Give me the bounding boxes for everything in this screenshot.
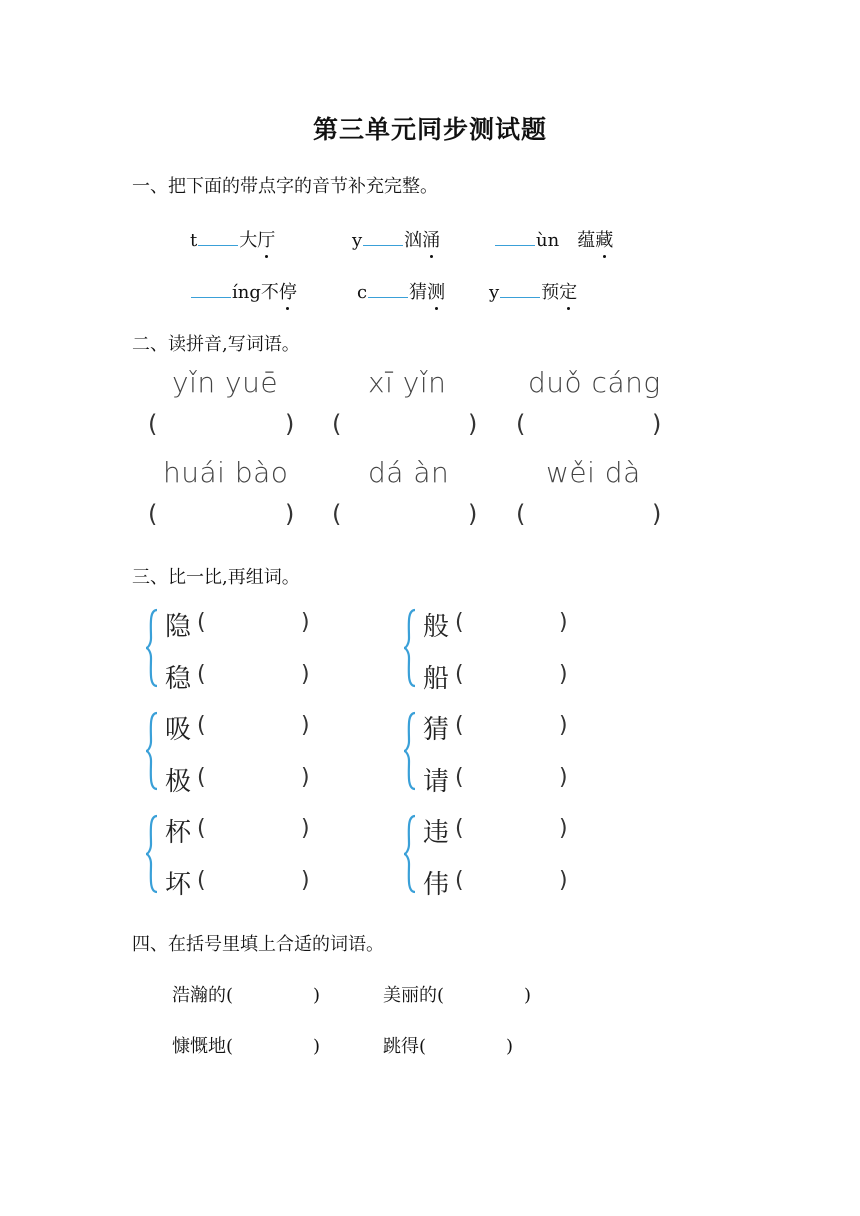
emphasis-dot-char: 停 bbox=[279, 278, 297, 304]
answer-paren-close: ) bbox=[468, 410, 478, 438]
fill-item-label: 跳得( bbox=[383, 1036, 427, 1057]
pinyin-1: yǐn yuē bbox=[172, 366, 279, 399]
answer-paren-open: ( bbox=[455, 816, 464, 841]
answer-paren-close: ) bbox=[559, 662, 568, 687]
fill-item-2[interactable] bbox=[383, 981, 531, 1007]
fill-item-3[interactable] bbox=[172, 1032, 320, 1058]
answer-paren-close: ) bbox=[301, 713, 310, 738]
q1-item-1-prefix: t bbox=[190, 230, 198, 251]
answer-paren-open: ( bbox=[332, 410, 342, 438]
char-pair bbox=[403, 705, 603, 797]
pinyin-5: dá àn bbox=[368, 456, 450, 489]
answer-paren-close: ) bbox=[301, 816, 310, 841]
answer-paren-close: ) bbox=[468, 500, 478, 528]
answer-paren-open: ( bbox=[455, 662, 464, 687]
emphasis-dot-char: 定 bbox=[559, 278, 577, 304]
q1-item-4-suffix: íng bbox=[232, 282, 261, 303]
answer-paren-close: ) bbox=[652, 500, 662, 528]
answer-paren-close: ) bbox=[285, 410, 295, 438]
q1-item-4-word: 不停 bbox=[261, 282, 297, 303]
answer-paren-close: ) bbox=[524, 985, 532, 1006]
answer-blank[interactable] bbox=[368, 279, 408, 298]
char-pair bbox=[145, 705, 345, 797]
q1-item-1[interactable] bbox=[190, 226, 275, 252]
fill-item-label: 美丽的( bbox=[383, 985, 445, 1006]
emphasis-dot-char: 藏 bbox=[595, 226, 613, 252]
compare-char: 极 bbox=[165, 767, 192, 797]
emphasis-dot-char: 涌 bbox=[422, 226, 440, 252]
compare-char: 隐 bbox=[165, 612, 192, 642]
compare-char: 猜 bbox=[423, 715, 450, 745]
answer-paren-close: ) bbox=[285, 500, 295, 528]
q1-item-6-prefix: y bbox=[489, 282, 500, 303]
brace-icon bbox=[403, 711, 417, 791]
q1-item-2[interactable] bbox=[352, 226, 440, 252]
answer-paren-open: ( bbox=[516, 410, 526, 438]
page-title: 第三单元同步测试题 bbox=[312, 115, 547, 144]
answer-paren-open: ( bbox=[455, 610, 464, 635]
answer-paren-open: ( bbox=[197, 662, 206, 687]
section-4-heading: 四、在括号里填上合适的词语。 bbox=[132, 934, 384, 955]
brace-icon bbox=[145, 608, 159, 688]
section-1-heading: 一、把下面的带点字的音节补充完整。 bbox=[132, 176, 438, 197]
q1-item-3[interactable] bbox=[494, 226, 613, 252]
answer-paren-close: ) bbox=[506, 1036, 514, 1057]
answer-paren-close: ) bbox=[301, 868, 310, 893]
q1-item-3-suffix: ùn bbox=[536, 230, 560, 251]
answer-paren-close: ) bbox=[559, 610, 568, 635]
q1-item-6[interactable] bbox=[489, 278, 577, 304]
answer-blank[interactable] bbox=[495, 227, 535, 246]
answer-paren-close: ) bbox=[313, 985, 321, 1006]
q1-item-1-word: 大厅 bbox=[239, 230, 275, 251]
answer-paren-close: ) bbox=[559, 765, 568, 790]
answer-paren-close: ) bbox=[652, 410, 662, 438]
section-2-heading: 二、读拼音,写词语。 bbox=[132, 334, 300, 355]
char-pair bbox=[403, 602, 603, 694]
q1-item-4[interactable] bbox=[190, 278, 297, 304]
emphasis-dot-char: 测 bbox=[427, 278, 445, 304]
emphasis-dot-char: 厅 bbox=[257, 226, 275, 252]
compare-char: 坏 bbox=[165, 870, 192, 900]
compare-char: 吸 bbox=[165, 715, 192, 745]
answer-paren-open: ( bbox=[455, 868, 464, 893]
q1-item-2-prefix: y bbox=[352, 230, 363, 251]
answer-paren-open: ( bbox=[197, 713, 206, 738]
answer-blank[interactable] bbox=[363, 227, 403, 246]
answer-paren-close: ) bbox=[559, 816, 568, 841]
section-3-heading: 三、比一比,再组词。 bbox=[132, 567, 300, 588]
pinyin-4: huái bào bbox=[163, 456, 289, 489]
answer-paren-open: ( bbox=[455, 765, 464, 790]
answer-blank[interactable] bbox=[198, 227, 238, 246]
answer-paren-open: ( bbox=[197, 610, 206, 635]
compare-char: 请 bbox=[423, 767, 450, 797]
compare-char: 般 bbox=[423, 612, 450, 642]
q1-item-5[interactable] bbox=[357, 278, 445, 304]
answer-paren-open: ( bbox=[197, 816, 206, 841]
fill-item-label: 慷慨地( bbox=[172, 1036, 234, 1057]
q1-item-5-prefix: c bbox=[357, 282, 368, 303]
pinyin-3: duǒ cáng bbox=[528, 366, 661, 399]
char-pair bbox=[145, 602, 345, 694]
q1-item-3-word: 蕴藏 bbox=[577, 230, 613, 251]
answer-paren-open: ( bbox=[197, 868, 206, 893]
answer-paren-open: ( bbox=[332, 500, 342, 528]
compare-char: 船 bbox=[423, 664, 450, 694]
brace-icon bbox=[403, 814, 417, 894]
answer-paren-close: ) bbox=[313, 1036, 321, 1057]
answer-paren-open: ( bbox=[455, 713, 464, 738]
answer-paren-close: ) bbox=[301, 662, 310, 687]
answer-paren-close: ) bbox=[301, 610, 310, 635]
q1-item-2-word: 汹涌 bbox=[404, 230, 440, 251]
answer-paren-open: ( bbox=[148, 410, 158, 438]
pinyin-6: wěi dà bbox=[546, 456, 641, 489]
compare-char: 伟 bbox=[423, 870, 450, 900]
q1-item-5-word: 猜测 bbox=[409, 282, 445, 303]
fill-item-4[interactable] bbox=[383, 1032, 513, 1058]
compare-char: 违 bbox=[423, 818, 450, 848]
fill-item-1[interactable] bbox=[172, 981, 320, 1007]
answer-paren-close: ) bbox=[301, 765, 310, 790]
answer-paren-open: ( bbox=[197, 765, 206, 790]
answer-paren-close: ) bbox=[559, 868, 568, 893]
compare-char: 杯 bbox=[165, 818, 192, 848]
char-pair bbox=[145, 808, 345, 900]
answer-blank[interactable] bbox=[191, 279, 231, 298]
brace-icon bbox=[145, 814, 159, 894]
brace-icon bbox=[145, 711, 159, 791]
char-pair bbox=[403, 808, 603, 900]
q1-item-6-word: 预定 bbox=[541, 282, 577, 303]
pinyin-2: xī yǐn bbox=[368, 366, 447, 399]
fill-item-label: 浩瀚的( bbox=[172, 985, 234, 1006]
compare-char: 稳 bbox=[165, 664, 192, 694]
answer-paren-close: ) bbox=[559, 713, 568, 738]
answer-blank[interactable] bbox=[500, 279, 540, 298]
answer-paren-open: ( bbox=[516, 500, 526, 528]
brace-icon bbox=[403, 608, 417, 688]
answer-paren-open: ( bbox=[148, 500, 158, 528]
